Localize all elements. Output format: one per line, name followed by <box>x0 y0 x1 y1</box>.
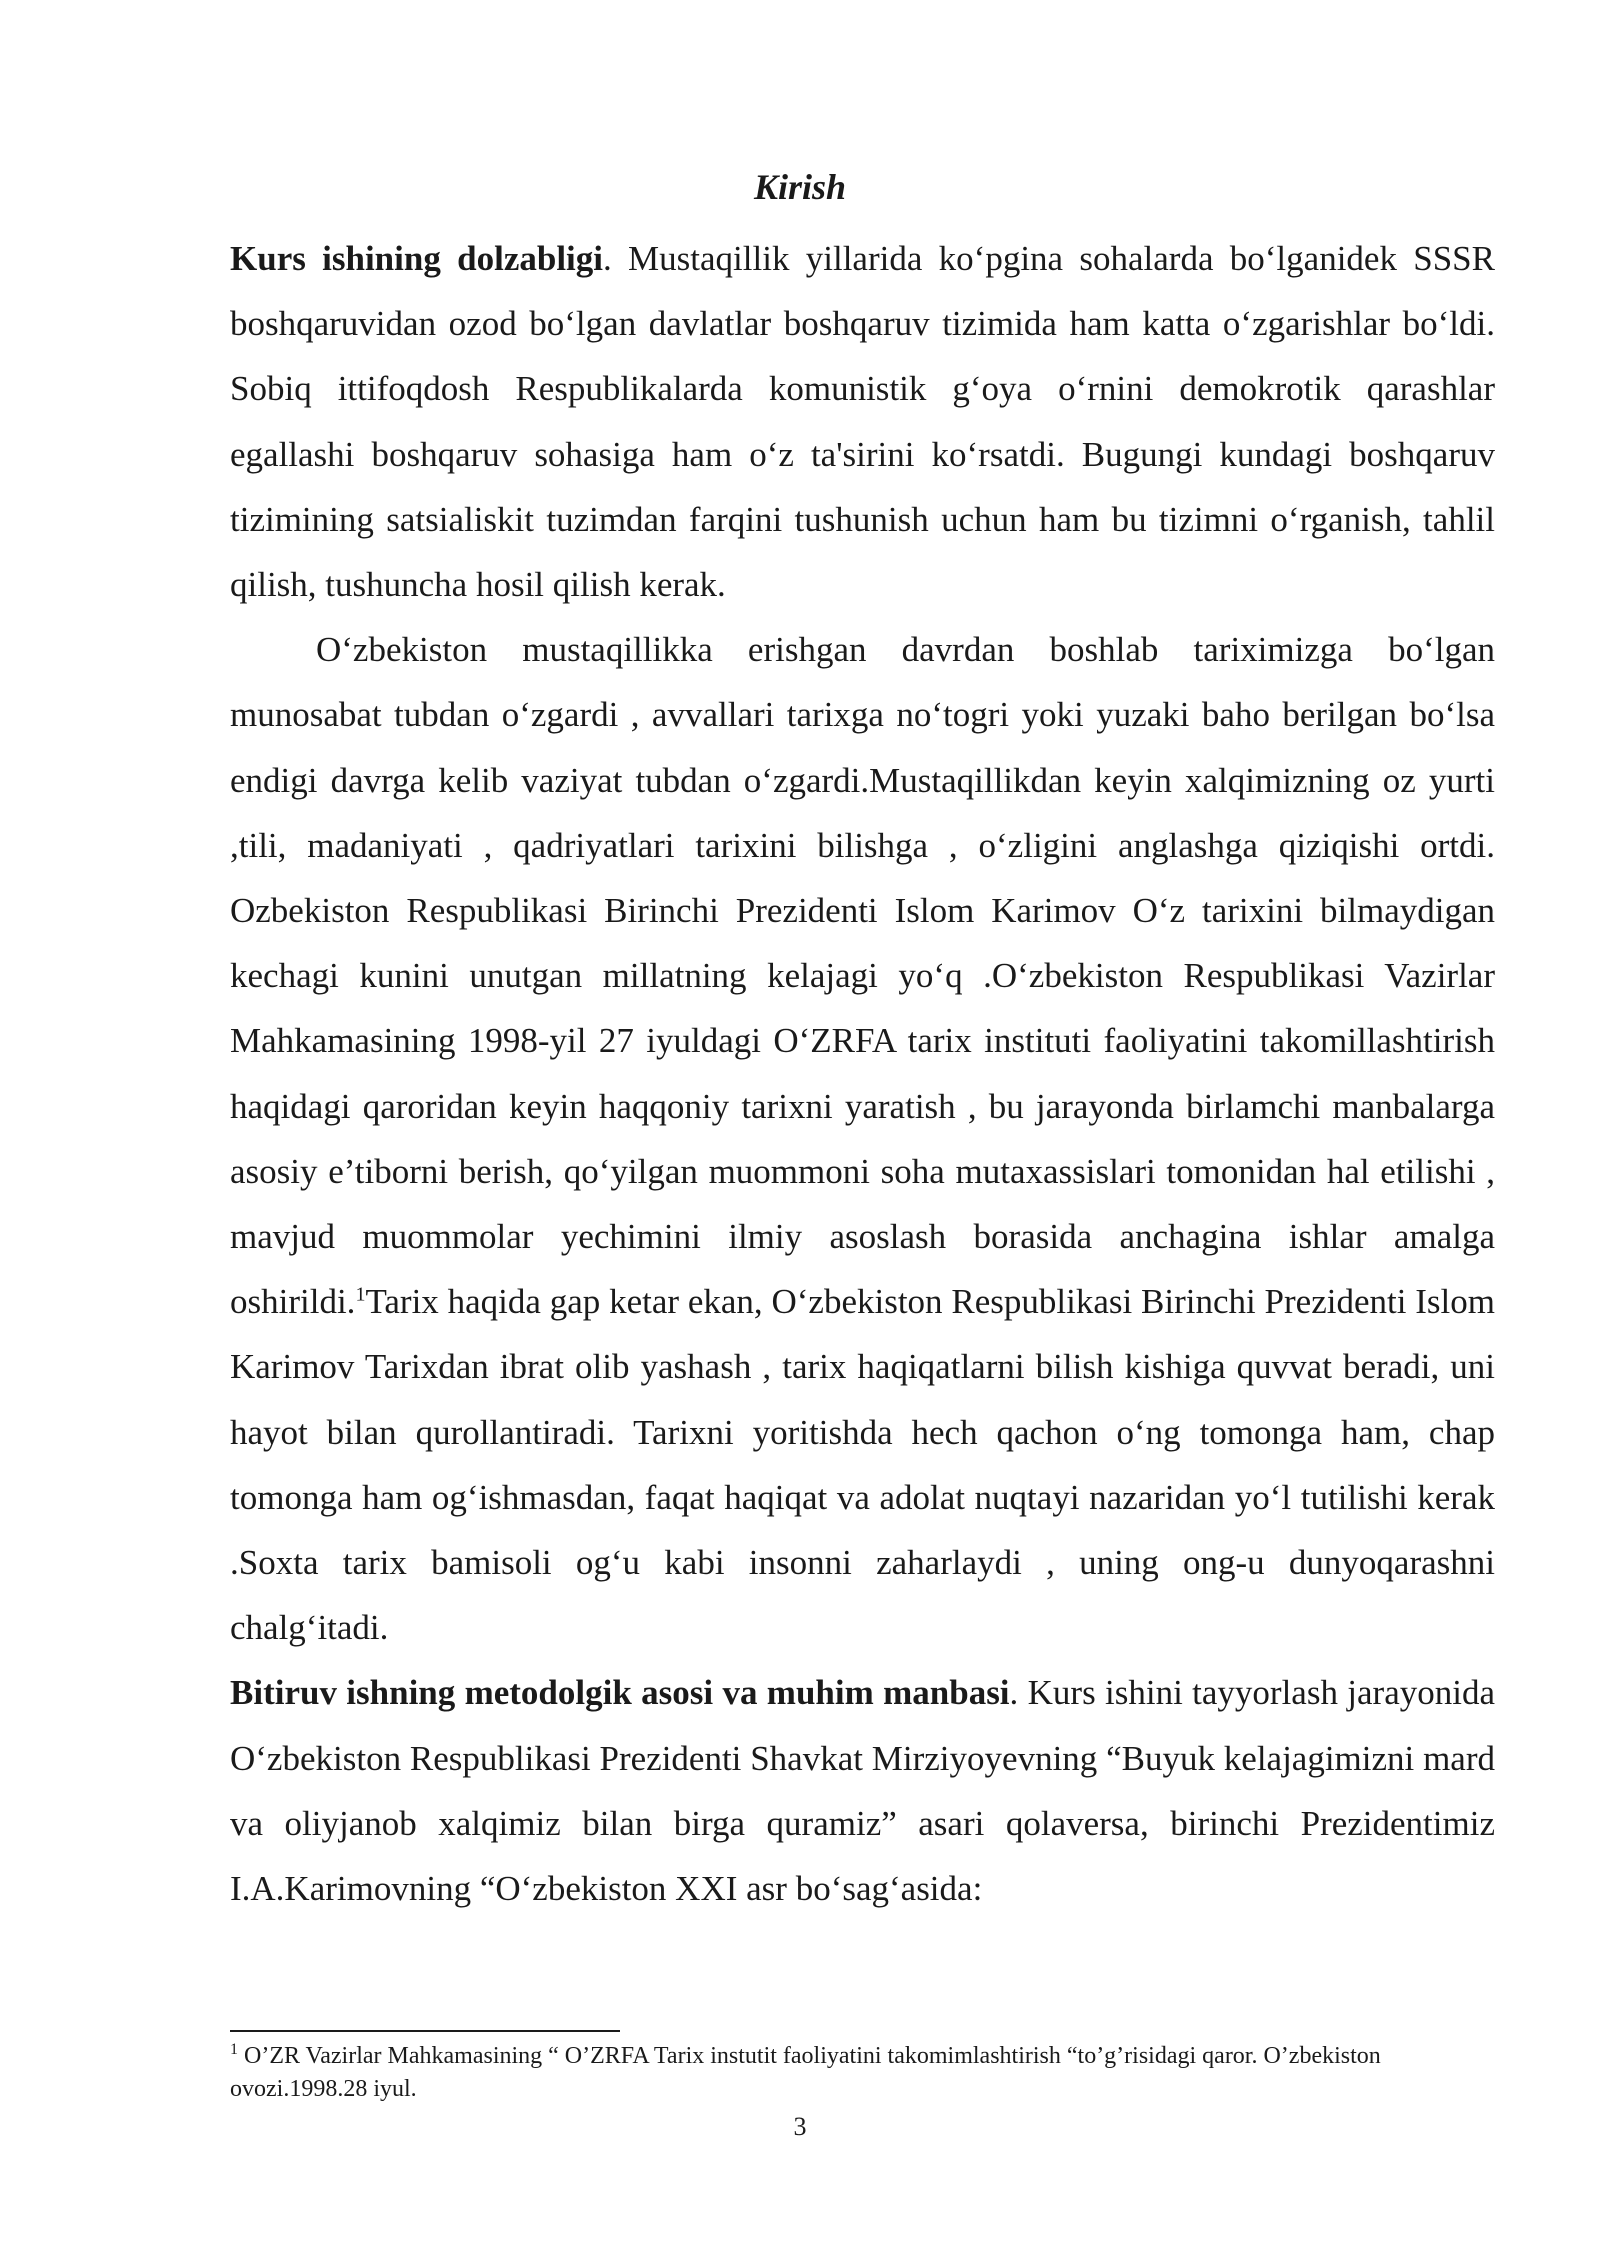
paragraph-text: . Kurs ishini tayyorlash jarayonida Oʻzbekiston Respublikasi Prezidenti Shavkat Mirziyoyevning “Buyuk kelajagimizni mard va oliyjanob xalqimiz bilan birga quramiz” asari qolaversa, birinchi Prezidentimiz I.A.Karimovning “Oʻzbekiston XXI asr boʻsagʻasida: <box>230 1673 1495 1909</box>
paragraph-history <box>230 617 1495 1660</box>
body-text <box>230 226 1495 1921</box>
footnote-text: O’ZR Vazirlar Mahkamasining “ O’ZRFA Tarix instutit faoliyatini takomimlashtirish “to’g’risidagi qaror. O’zbekiston ovozi.1998.28 iyul. <box>230 2043 1381 2102</box>
paragraph-text: Tarix haqida gap ketar ekan, Oʻzbekiston Respublikasi Birinchi Prezidenti Islom Karimov Tarixdan ibrat olib yashash , tarix haqiqatlarni bilish kishiga quvvat beradi, uni hayot bilan qurollantiradi. Tarixni yoritishda hech qachon oʻng tomonga ham, chap tomonga ham ogʻishmasdan, faqat haqiqat va adolat nuqtayi nazaridan yoʻl tutilishi kerak .Soxta tarix bamisoli ogʻu kabi insonni zaharlaydi , uning ong-u dunyoqarashni chalgʻitadi. <box>230 1282 1495 1648</box>
section-heading: Kirish <box>753 167 847 207</box>
paragraph-lead-relevance: Kurs ishining dolzabligi <box>230 239 603 278</box>
footnote-marker: 1 <box>230 2041 238 2058</box>
paragraph-relevance <box>230 226 1495 617</box>
paragraph-text: Oʻzbekiston mustaqillikka erishgan davrdan boshlab tariximizga boʻlgan munosabat tubdan oʻzgardi , avvallari tarixga noʻtogri yoki yuzaki baho berilgan boʻlsa endigi davrga kelib vaziyat tubdan oʻzgardi.Mustaqillikdan keyin xalqimizning oz yurti ,tili, madaniyati , qadriyatlari tarixini bilishga , oʻzligini anglashga qiziqishi ortdi. Ozbekiston Respublikasi Birinchi Prezidenti Islom Karimov Oʻz tarixini bilmaydigan kechagi kunini unutgan millatning kelajagi yoʻq .Oʻzbekiston Respublikasi Vazirlar Mahkamasining 1998-yil 27 iyuldagi OʻZRFA tarix instituti faoliyatini takomillashtirish haqidagi qaroridan keyin haqqoniy tarixni yaratish , bu jarayonda birlamchi manbalarga asosiy e’tiborni berish, qoʻyilgan muommoni soha mutaxassislari tomonidan hal etilishi , mavjud muommolar yechimini ilmiy asoslash borasida anchagina ishlar amalga oshirildi. <box>230 630 1495 1322</box>
page-number: 3 <box>793 2112 807 2141</box>
footnote-separator <box>230 2030 620 2032</box>
paragraph-lead-methodology: Bitiruv ishning metodolgik asosi va muhim manbasi <box>230 1673 1010 1713</box>
footnote <box>230 2040 1495 2106</box>
paragraph-methodology <box>230 1660 1495 1921</box>
footnote-reference[interactable]: 1 <box>355 1283 366 1306</box>
paragraph-text: . Mustaqillik yillarida koʻpgina sohalarda boʻlganidek SSSR boshqaruvidan ozod boʻlgan davlatlar boshqaruv tizimida ham katta oʻzgarishlar boʻldi. Sobiq ittifoqdosh Respublikalarda komunistik gʻoya oʻrnini demokrotik qarashlar egallashi boshqaruv sohasiga ham oʻz ta'sirini koʻrsatdi. Bugungi kundagi boshqaruv tizimining satsialiskit tuzimdan farqini tushunish uchun ham bu tizimni oʻrganish, tahlil qilish, tushuncha hosil qilish kerak. <box>230 239 1495 605</box>
